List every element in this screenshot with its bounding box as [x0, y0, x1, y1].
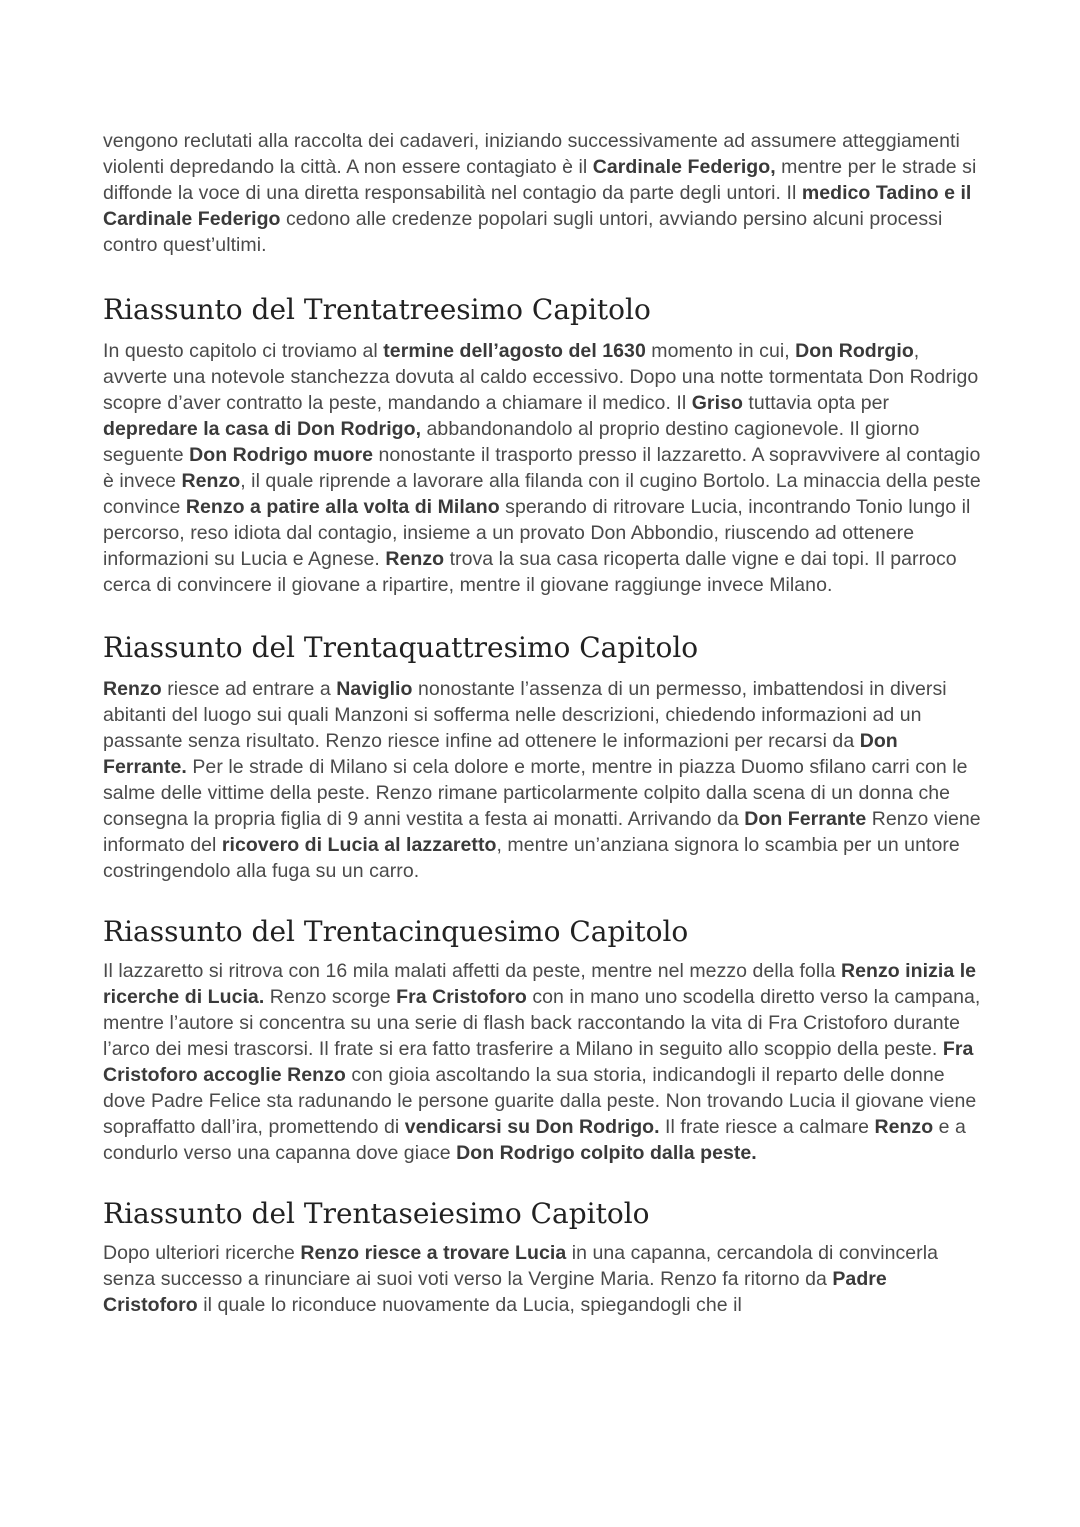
- bold-text: Don Ferrante: [744, 808, 867, 830]
- text: abbandonandolo al proprio destino cagionevole. Il giorno seguente: [103, 418, 920, 466]
- bold-text: Renzo: [385, 548, 445, 570]
- bold-text: Renzo: [103, 678, 162, 700]
- bold-text: Don Rodrgio: [795, 340, 914, 362]
- bold-text: Griso: [691, 392, 743, 414]
- text: in una capanna, cercandola di convincerla senza successo a rinunciare ai suoi voti verso la Vergine Maria. Renzo fa ritorno da: [103, 1242, 938, 1290]
- bold-text: Don Ferrante.: [103, 730, 898, 778]
- bold-text: Renzo inizia le ricerche di Lucia.: [103, 960, 977, 1008]
- section-paragraph-36: [103, 1240, 983, 1318]
- section-paragraph-35: [103, 958, 983, 1166]
- section-paragraph-33: [103, 338, 983, 598]
- bold-text: Renzo: [874, 1116, 934, 1138]
- text: tuttavia opta per: [742, 392, 890, 414]
- text: , avverte una notevole stanchezza dovuta al caldo eccessivo. Dopo una notte tormentata Don Rodrigo scopre d’aver contratto la peste, mandando a chiamare il medico. Il: [103, 340, 979, 414]
- text: il quale lo riconduce nuovamente da Lucia, spiegandogli che il: [197, 1294, 742, 1316]
- text: riesce ad entrare a: [161, 678, 337, 700]
- bold-text: Renzo riesce a trovare Lucia: [300, 1242, 567, 1264]
- bold-text: medico Tadino e il Cardinale Federigo: [103, 182, 972, 230]
- text: Dopo ulteriori ricerche: [103, 1242, 301, 1264]
- text: , il quale riprende a lavorare alla filanda con il cugino Bortolo. La minaccia della peste convince: [103, 470, 981, 518]
- bold-text: Fra Cristoforo: [396, 986, 527, 1008]
- bold-text: Padre Cristoforo: [103, 1268, 887, 1316]
- text: e a condurlo verso una capanna dove giace: [103, 1116, 966, 1164]
- text: cedono alle credenze popolari sugli untori, avviando persino alcuni processi contro quest’ultimi.: [103, 208, 943, 256]
- bold-text: Renzo: [181, 470, 241, 492]
- text: vengono reclutati alla raccolta dei cadaveri, iniziando successivamente ad assumere atteggiamenti violenti depredando la città. A non essere contagiato è il: [103, 130, 960, 178]
- bold-text: Cardinale Federigo,: [592, 156, 776, 178]
- text: Renzo viene informato del: [103, 808, 981, 856]
- bold-text: Renzo a patire alla volta di Milano: [185, 496, 500, 518]
- intro-paragraph: [103, 128, 983, 258]
- bold-text: ricovero di Lucia al lazzaretto: [221, 834, 497, 856]
- section-heading-33: Riassunto del Trentatreesimo Capitolo: [103, 293, 651, 326]
- section-paragraph-34: [103, 676, 983, 884]
- bold-text: depredare la casa di Don Rodrigo,: [103, 418, 422, 440]
- text: sperando di ritrovare Lucia, incontrando Tonio lungo il percorso, reso idiota dal contagio, insieme a un provato Don Abbondio, riuscendo ad ottenere informazioni su Lucia e Agnese.: [103, 496, 971, 570]
- text: In questo capitolo ci troviamo al: [103, 340, 384, 362]
- section-heading-34: Riassunto del Trentaquattresimo Capitolo: [103, 631, 699, 664]
- text: nonostante l’assenza di un permesso, imbattendosi in diversi abitanti del luogo sui quali Manzoni si sofferma nelle descrizioni, chiedendo informazioni ad un passante senza risultato. Renzo riesce infine ad ottenere le informazioni per recarsi da: [103, 678, 947, 752]
- bold-text: Don Rodrigo muore: [189, 444, 374, 466]
- text: con in mano uno scodella diretto verso la campana, mentre l’autore si concentra su una serie di flash back raccontando la vita di Fra Cristoforo durante l’arco dei mesi trascorsi. Il frate si era fatto trasferire a Milano in seguito allo scoppio della peste.: [103, 986, 981, 1060]
- bold-text: Don Rodrigo colpito dalla peste.: [456, 1142, 757, 1164]
- text: momento in cui,: [645, 340, 796, 362]
- text: Per le strade di Milano si cela dolore e morte, mentre in piazza Duomo sfilano carri con le salme delle vittime della peste. Renzo rimane particolarmente colpito dalla scena di un donna che consegna la propria figlia di 9 anni vestita a festa ai monatti. Arrivando da: [103, 756, 968, 830]
- text: nonostante il trasporto presso il lazzaretto. A sopravvivere al contagio è invece: [103, 444, 981, 492]
- bold-text: termine dell’agosto del 1630: [383, 340, 646, 362]
- bold-text: Naviglio: [336, 678, 413, 700]
- text: Renzo scorge: [264, 986, 397, 1008]
- section-heading-35: Riassunto del Trentacinquesimo Capitolo: [103, 915, 689, 948]
- section-heading-36: Riassunto del Trentaseiesimo Capitolo: [103, 1197, 650, 1230]
- text: trova la sua casa ricoperta dalle vigne e dai topi. Il parroco cerca di convincere il giovane a ripartire, mentre il giovane raggiunge invece Milano.: [103, 548, 957, 596]
- text: Il frate riesce a calmare: [659, 1116, 875, 1138]
- text: , mentre un’anziana signora lo scambia per un untore costringendolo alla fuga su un carro.: [103, 834, 960, 882]
- text: mentre per le strade si diffonde la voce di una diretta responsabilità nel contagio da parte degli untori. Il: [103, 156, 977, 204]
- bold-text: vendicarsi su Don Rodrigo.: [404, 1116, 660, 1138]
- text: Il lazzaretto si ritrova con 16 mila malati affetti da peste, mentre nel mezzo della folla: [103, 960, 841, 982]
- bold-text: Fra Cristoforo accoglie Renzo: [103, 1038, 974, 1086]
- document-page: [103, 128, 983, 1318]
- text: con gioia ascoltando la sua storia, indicandogli il reparto delle donne dove Padre Felice sta radunando le persone guarite dalla peste. Non trovando Lucia il giovane viene sopraffatto dall’ira, promettendo di: [103, 1064, 977, 1138]
